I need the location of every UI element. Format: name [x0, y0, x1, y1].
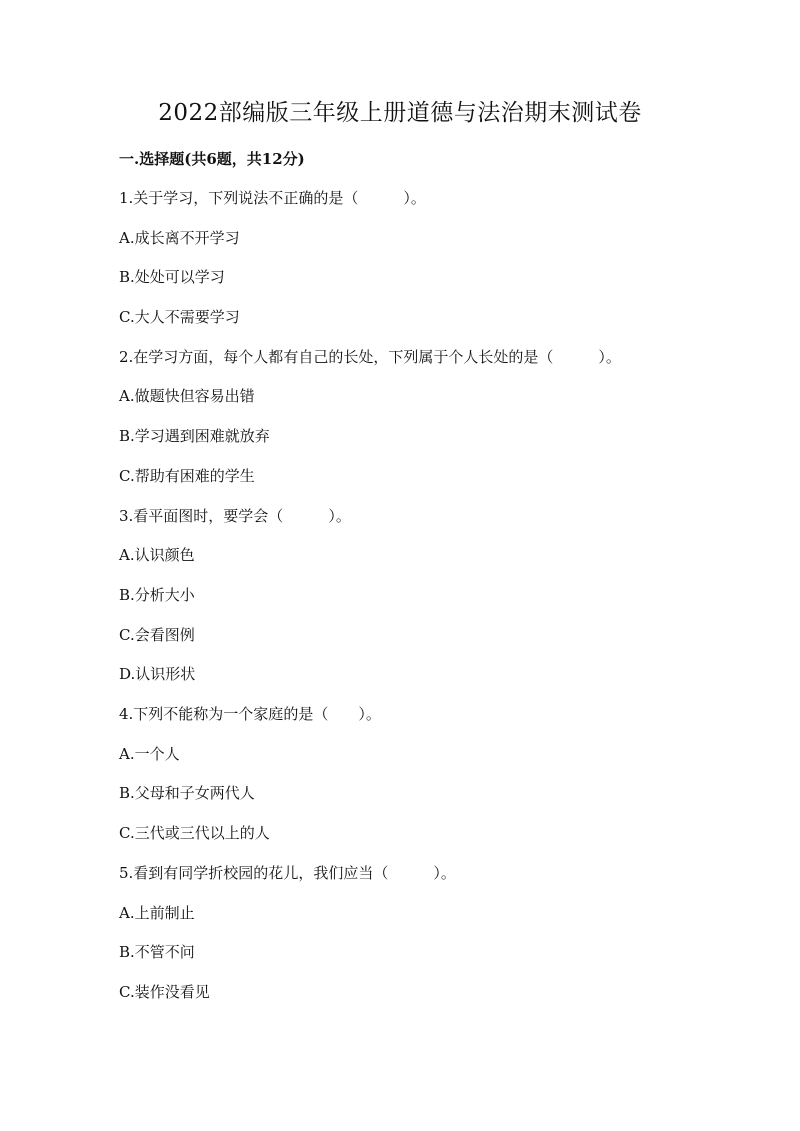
answer-option: C.三代或三代以上的人 — [119, 824, 270, 842]
answer-option: D.认识形状 — [119, 665, 196, 683]
answer-option: B.分析大小 — [119, 586, 195, 604]
answer-option: A.一个人 — [119, 745, 180, 763]
question-stem: 4.下列不能称为一个家庭的是（ ）。 — [119, 705, 381, 723]
question-stem: 3.看平面图时，要学会（ ）。 — [119, 507, 351, 525]
answer-option: A.做题快但容易出错 — [119, 387, 255, 405]
answer-option: B.父母和子女两代人 — [119, 784, 255, 802]
answer-option: A.认识颜色 — [119, 546, 195, 564]
answer-option: A.上前制止 — [119, 904, 195, 922]
answer-option: C.会看图例 — [119, 626, 195, 644]
answer-option: C.帮助有困难的学生 — [119, 467, 255, 485]
answer-option: C.大人不需要学习 — [119, 308, 240, 326]
answer-option: B.学习遇到困难就放弃 — [119, 427, 270, 445]
answer-option: B.处处可以学习 — [119, 268, 225, 286]
question-stem: 5.看到有同学折校园的花儿，我们应当（ ）。 — [119, 864, 456, 882]
question-stem: 1.关于学习，下列说法不正确的是（ ）。 — [119, 189, 426, 207]
answer-option: B.不管不问 — [119, 943, 195, 961]
document-title: 2022部编版三年级上册道德与法治期末测试卷 — [158, 100, 642, 126]
answer-option: A.成长离不开学习 — [119, 229, 240, 247]
question-stem: 2.在学习方面，每个人都有自己的长处，下列属于个人长处的是（ ）。 — [119, 348, 621, 366]
answer-option: C.装作没看见 — [119, 983, 210, 1001]
section-heading: 一.选择题(共6题，共12分) — [119, 150, 305, 168]
